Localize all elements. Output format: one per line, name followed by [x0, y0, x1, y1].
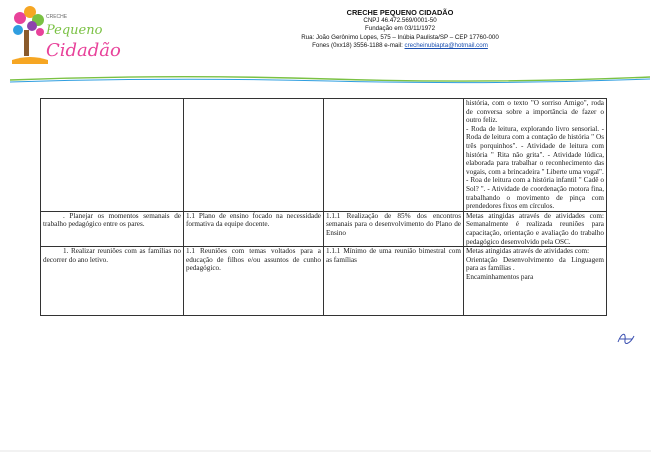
table-cell — [41, 99, 184, 212]
table-cell — [464, 247, 607, 316]
creche-logo — [10, 4, 121, 68]
svg-text:Pequeno: Pequeno — [46, 23, 103, 38]
table-cell — [324, 99, 464, 212]
signature-mark — [616, 330, 636, 348]
cell-text: Orientação Desenvolvimento da Linguagem para as famílias . — [466, 255, 604, 273]
cell-text: história, com o texto "O sorriso Amigo", roda de conversa sobre a importância de fazer o outro feliz. — [466, 99, 604, 125]
svg-text:CRECHE: CRECHE — [46, 14, 68, 20]
table-cell: . Planejar os momentos semanais de trabalho pedagógico entre os pares. — [41, 211, 184, 246]
header-divider — [10, 74, 650, 84]
letterhead — [170, 8, 630, 51]
founded-date: Fundação em 03/11/1972 — [364, 25, 436, 33]
table-cell: 1.1 Plano de ensino focado na necessidade formativa da equipe docente. — [184, 211, 324, 246]
table-cell: Metas atingidas através de atividades com: Semanalmente é realizada reuniões para capacitação, orientação e avaliação do trabalho pedagógico desenvolvido pela OSC. — [464, 211, 607, 246]
table-cell: 1.1.1 Mínimo de uma reunião bimestral com as famílias — [324, 247, 464, 316]
cell-text: Encaminhamentos para — [466, 272, 534, 281]
table-cell: 1. Realizar reuniões com as famílias no decorrer do ano letivo. — [41, 247, 184, 316]
address: Rua: João Gerônimo Lopes, 575 – Inúbia Paulista/SP – CEP 17760-000 — [301, 33, 499, 41]
table-row — [41, 247, 607, 316]
org-name: CRECHE PEQUENO CIDADÃO — [346, 8, 454, 17]
footer-rule — [0, 449, 651, 453]
table-cell — [464, 99, 607, 212]
activities-table — [40, 98, 607, 316]
tree-icon — [12, 6, 48, 64]
cell-text: - Roa de leitura com a história infantil " Cadê o Sol? ". - Atividade de coordenação motora fina, trabalhando o movimento de pinça com prendedores fixos em círculos. — [466, 176, 604, 211]
contact-line — [170, 42, 630, 50]
cell-text: - Roda de leitura, explorando livro sensorial. - Roda de leitura com a contação de história " Os três porquinhos". - Atividade de leitura com história " Rita não grita". - Atividade lúdica, elaborada para trabalhar o reconhecimento das vogais, com a brincadeira " Liberte uma vogal". — [466, 124, 604, 176]
table-row — [41, 99, 607, 212]
table-row — [41, 211, 607, 246]
cell-text: Metas atingidas através de atividades com: — [466, 247, 590, 256]
svg-text:Cidadão: Cidadão — [46, 40, 121, 61]
table-cell — [184, 99, 324, 212]
email-link[interactable]: crecheinubiapta@hotmail.com — [404, 42, 488, 50]
phone: Fones (0xx18) 3556-1188 e-mail: — [312, 42, 405, 50]
table-cell: 1.1.1 Realização de 85% dos encontros semanais para o desenvolvimento do Plano de Ensino — [324, 211, 464, 246]
table-cell: 1.1 Reuniões com temas voltados para a educação de filhos e/ou assuntos de cunho pedagógico. — [184, 247, 324, 316]
cnpj: CNPJ 46.472.569/0001-50 — [363, 17, 437, 24]
